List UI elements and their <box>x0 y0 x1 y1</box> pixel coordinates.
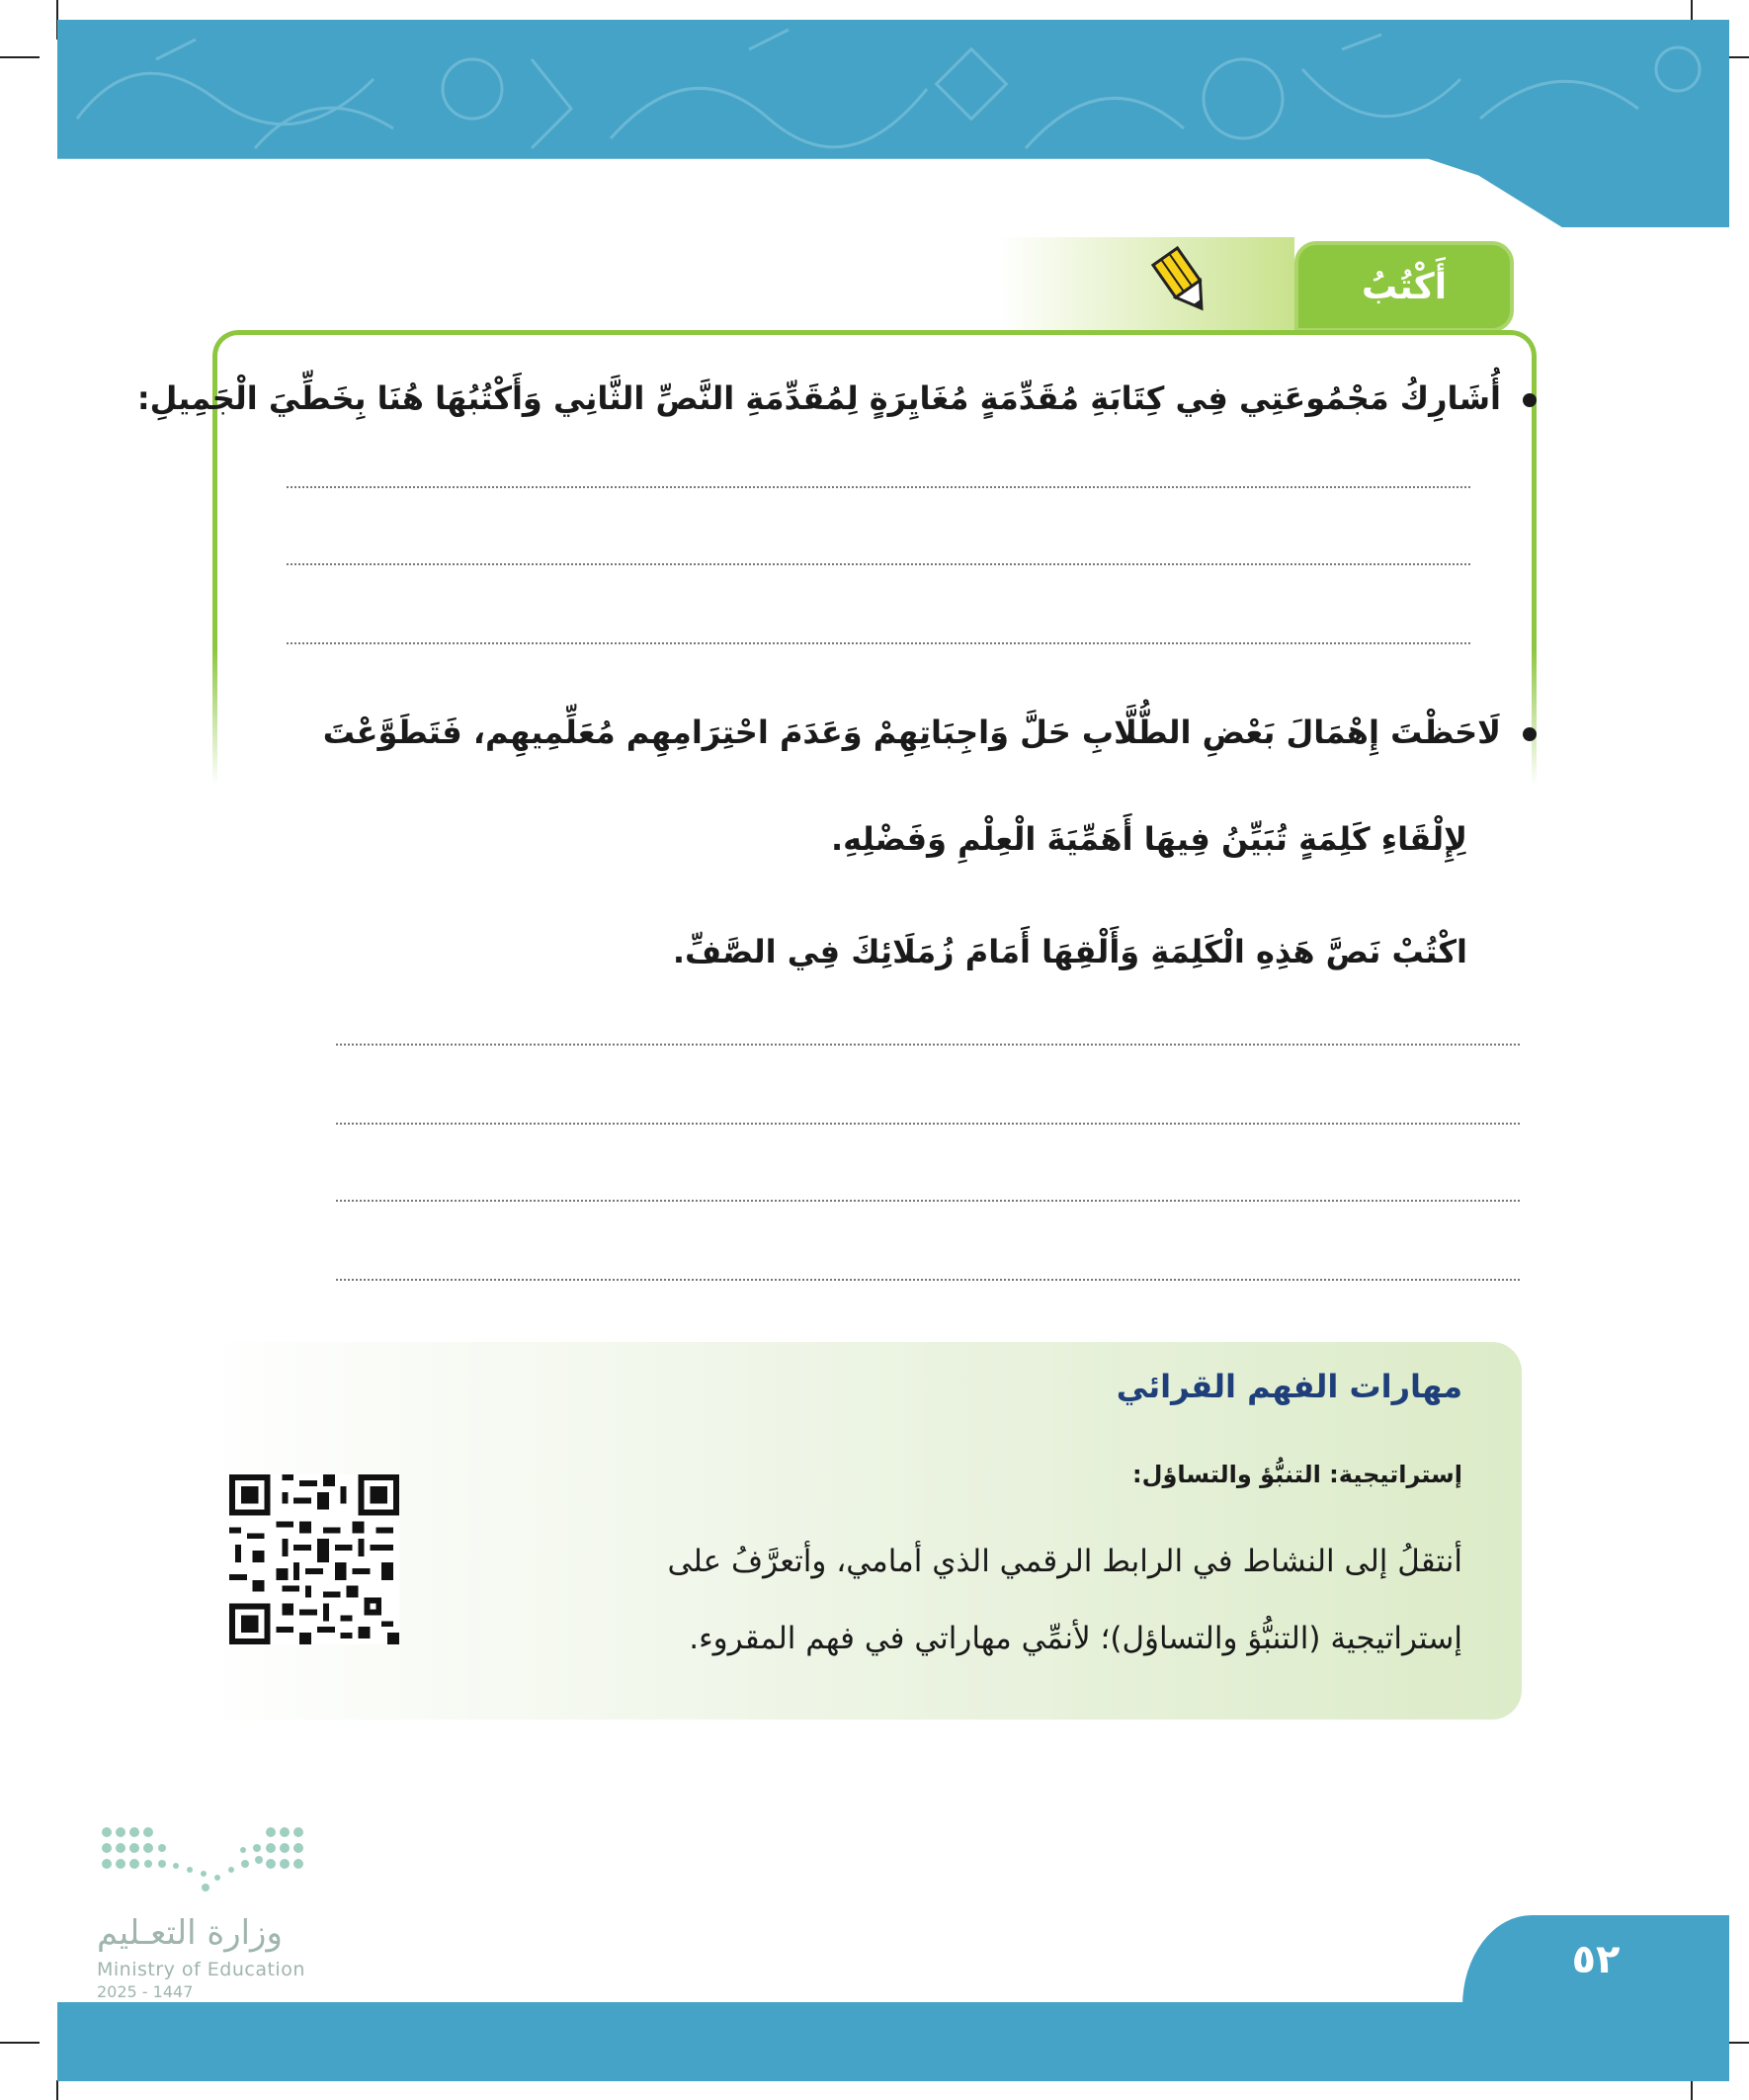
pencil-icon <box>1148 245 1217 318</box>
ministry-name-english: Ministry of Education <box>97 1959 305 1980</box>
crop-mark <box>1691 2080 1693 2100</box>
edition-year: 2025 - 1447 <box>97 1982 194 2001</box>
task-1-text: أُشَارِكُ مَجْمُوعَتِي فِي كِتَابَةِ مُقَدِّمَةٍ مُغَايِرَةٍ لِمُقَدِّمَةِ النَّصِّ الثَّانِي وَأَكْتُبُهَا هُنَا بِخَطِّيَ الْجَمِيلِ: <box>137 379 1537 417</box>
calligraphy-pattern-icon <box>57 20 1729 227</box>
qr-code-icon[interactable] <box>229 1474 399 1644</box>
page-number: ٥٢ <box>1571 1937 1621 1982</box>
answer-line[interactable] <box>287 563 1470 565</box>
answer-line[interactable] <box>287 642 1470 644</box>
answer-line[interactable] <box>336 1279 1520 1281</box>
task-2-text-line2: لِإِلْقَاءِ كَلِمَةٍ تُبَيِّنُ فِيهَا أَهَمِّيَةَ الْعِلْمِ وَفَضْلِهِ. <box>831 820 1467 858</box>
skills-body-line2: إستراتيجية (التنبُّؤ والتساؤل)؛ لأنمِّي مهاراتي في فهم المقروء. <box>689 1621 1462 1656</box>
crop-mark <box>0 2042 40 2044</box>
top-banner <box>57 20 1729 227</box>
section-tab-write: أَكْتُبُ <box>1294 241 1514 332</box>
task-2-text-line3: اكْتُبْ نَصَّ هَذِهِ الْكَلِمَةِ وَأَلْقِهَا أَمَامَ زُمَلَائِكَ فِي الصَّفِّ. <box>672 933 1467 970</box>
crop-mark <box>56 2080 58 2100</box>
strategy-label: إستراتيجية: التنبُّؤ والتساؤل: <box>1132 1461 1462 1488</box>
answer-line[interactable] <box>287 486 1470 488</box>
crop-mark <box>0 56 40 58</box>
ministry-name-arabic: وزارة التعـليم <box>97 1913 283 1953</box>
task-2-text: لَاحَظْتَ إِهْمَالَ بَعْضِ الطُّلَّابِ حَلَّ وَاجِبَاتِهِمْ وَعَدَمَ احْتِرَامِهِم مُعَلِّمِيهِم، فَتَطَوَّعْتَ <box>323 714 1537 751</box>
skills-title: مهارات الفهم القرائي <box>1116 1368 1462 1405</box>
write-tab-gradient <box>998 237 1294 332</box>
ministry-logo-icon <box>97 1822 314 1897</box>
answer-line[interactable] <box>336 1044 1520 1046</box>
answer-line[interactable] <box>336 1123 1520 1125</box>
skills-body-line1: أنتقلُ إلى النشاط في الرابط الرقمي الذي أمامي، وأتعرَّفُ على <box>667 1544 1462 1579</box>
answer-line[interactable] <box>336 1200 1520 1202</box>
bottom-band <box>57 2002 1729 2081</box>
